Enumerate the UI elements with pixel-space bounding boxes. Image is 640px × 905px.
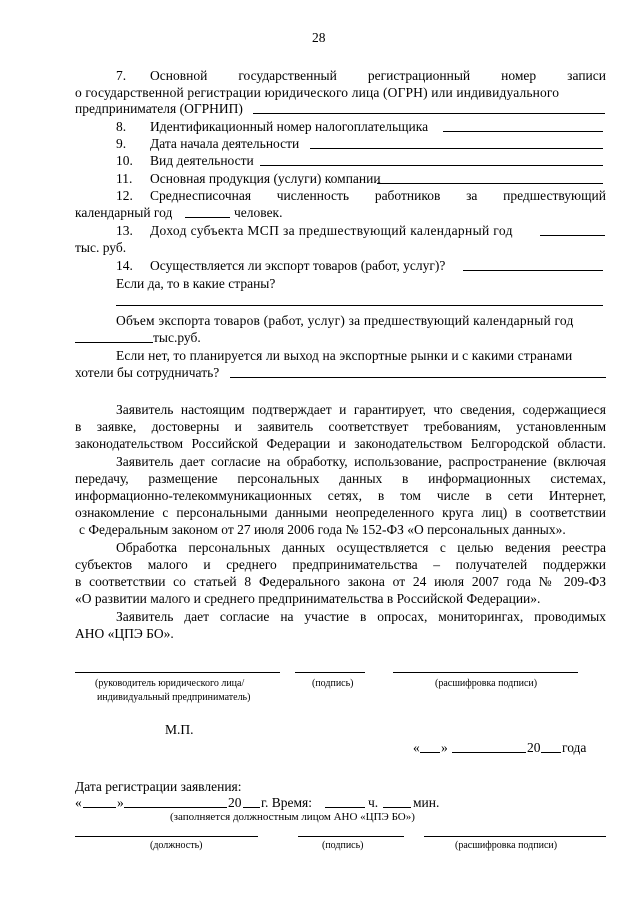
- word: за: [466, 188, 478, 203]
- paragraph-line: Обработка персональных данных осуществляется с целью ведения реестра: [116, 540, 606, 555]
- reg-sign-field[interactable]: [298, 836, 404, 837]
- item-11-label: Основная продукция (услуги) компании: [150, 171, 381, 186]
- paragraph-line: передачу, размещение персональных данных в информационных системах,: [75, 471, 606, 486]
- reg-day-field[interactable]: [83, 807, 116, 808]
- signature-role-caption-2: индивидуальный предприниматель): [97, 692, 251, 703]
- item-number: 14.: [116, 258, 133, 273]
- paragraph-line: субъектов малого и среднего предпринимательства – получателей поддержки: [75, 557, 606, 572]
- reg-position-field[interactable]: [75, 836, 258, 837]
- paragraph-line: в соответствии со статьей 8 Федерального закона от 24 июля 2007 года № 209-ФЗ: [75, 574, 606, 589]
- signature-sign-caption: (подпись): [312, 678, 354, 689]
- item-7-line1: [150, 68, 606, 84]
- word: предшествующий: [503, 188, 606, 203]
- word: государственный: [238, 68, 337, 83]
- paragraph-line: Заявитель настоящим подтверждает и гарантирует, что сведения, содержащиеся: [116, 402, 606, 417]
- year-prefix: 20: [527, 740, 541, 755]
- signature-decode-caption: (расшифровка подписи): [435, 678, 538, 689]
- word: регистрационный: [367, 68, 471, 83]
- item-number: 10.: [116, 153, 133, 168]
- export-field[interactable]: [463, 270, 603, 271]
- export-plans-label-2: хотели бы сотрудничать?: [75, 365, 220, 380]
- item-14-label: Осуществляется ли экспорт товаров (работ, услуг)?: [150, 258, 446, 273]
- item-9-label: Дата начала деятельности: [150, 136, 300, 151]
- reg-year-field[interactable]: [243, 807, 260, 808]
- signature-sign-field[interactable]: [295, 672, 365, 673]
- reg-month-field[interactable]: [124, 807, 227, 808]
- employees-field[interactable]: [185, 217, 230, 218]
- paragraph-line: информационно-телекоммуникационных сетях, в том числе в сети Интернет,: [75, 488, 606, 503]
- export-volume-unit: тыс.руб.: [153, 330, 201, 345]
- inn-field[interactable]: [443, 131, 603, 132]
- item-12-line2a: календарный год: [75, 205, 173, 220]
- page-number: 28: [312, 30, 326, 45]
- year-field[interactable]: [541, 752, 561, 753]
- item-number: 7.: [116, 68, 127, 83]
- date-open-quote: «: [413, 740, 420, 755]
- reg-close-quote: »: [117, 795, 124, 810]
- month-field[interactable]: [452, 752, 526, 753]
- item-number: 8.: [116, 119, 127, 134]
- reg-position-caption: (должность): [150, 840, 203, 851]
- ogrn-field[interactable]: [253, 113, 605, 114]
- reg-decode-field[interactable]: [424, 836, 606, 837]
- word: численность: [276, 188, 350, 203]
- paragraph-line: Заявитель дает согласие на участие в опросах, мониторингах, проводимых: [116, 609, 606, 624]
- reg-time-label: г. Время:: [261, 795, 313, 810]
- income-field[interactable]: [540, 235, 605, 236]
- year-suffix: года: [562, 740, 587, 755]
- activity-field[interactable]: [260, 165, 603, 166]
- reg-open-quote: «: [75, 795, 82, 810]
- export-plans-field[interactable]: [230, 377, 606, 378]
- item-13-unit: тыс. руб.: [75, 240, 127, 255]
- item-8-label: Идентификационный номер налогоплательщика: [150, 119, 429, 134]
- item-number: 13.: [116, 223, 133, 238]
- reg-hour-field[interactable]: [325, 807, 365, 808]
- start-date-field[interactable]: [310, 148, 603, 149]
- paragraph-line: «О развитии малого и среднего предпринимательства в Российской Федерации».: [75, 591, 541, 606]
- word: Основной: [150, 68, 208, 83]
- item-7-line3: предпринимателя (ОГРНИП): [75, 101, 243, 116]
- signature-role-caption: (руководитель юридического лица/: [95, 678, 245, 689]
- paragraph-line: АНО «ЦПЭ БО».: [75, 626, 174, 641]
- signature-role-field[interactable]: [75, 672, 280, 673]
- registration-title: Дата регистрации заявления:: [75, 779, 242, 794]
- word: работников: [374, 188, 441, 203]
- export-plans-label: Если нет, то планируется ли выход на экспортные рынки и с какими странами: [116, 348, 573, 363]
- item-13-label: Доход субъекта МСП за предшествующий календарный год: [150, 223, 513, 238]
- reg-year-prefix: 20: [228, 795, 242, 810]
- export-countries-label: Если да, то в какие страны?: [116, 276, 276, 291]
- item-7-line2: о государственной регистрации юридического лица (ОГРН) или индивидуального: [75, 85, 560, 100]
- signature-decode-field[interactable]: [393, 672, 578, 673]
- reg-minute-field[interactable]: [383, 807, 411, 808]
- word: номер: [501, 68, 537, 83]
- item-number: 12.: [116, 188, 133, 203]
- day-field[interactable]: [420, 752, 440, 753]
- paragraph-line: в заявке, достоверны и заявитель соответствует требованиям, установленным: [75, 419, 606, 434]
- item-12-line1: [150, 188, 606, 204]
- item-number: 11.: [116, 171, 133, 186]
- export-countries-field[interactable]: [116, 305, 603, 306]
- products-field[interactable]: [377, 183, 603, 184]
- date-close-quote: »: [441, 740, 448, 755]
- word: записи: [567, 68, 606, 83]
- reg-decode-caption: (расшифровка подписи): [455, 840, 558, 851]
- paragraph-line: законодательством Российской Федерации и законодательством Белгородской области.: [75, 436, 606, 451]
- item-12-line2b: человек.: [234, 205, 283, 220]
- reg-minute-label: мин.: [413, 795, 440, 810]
- registration-note: (заполняется должностным лицом АНО «ЦПЭ БО»): [170, 811, 415, 823]
- paragraph-line: с Федеральным законом от 27 июля 2006 года № 152-ФЗ «О персональных данных».: [79, 522, 566, 537]
- word: Среднесписочная: [150, 188, 252, 203]
- item-10-label: Вид деятельности: [150, 153, 254, 168]
- reg-hour-label: ч.: [368, 795, 379, 810]
- export-volume-label: Объем экспорта товаров (работ, услуг) за предшествующий календарный год: [116, 313, 574, 328]
- stamp-place: М.П.: [165, 722, 194, 737]
- item-number: 9.: [116, 136, 127, 151]
- export-volume-field[interactable]: [75, 342, 153, 343]
- reg-sign-caption: (подпись): [322, 840, 364, 851]
- paragraph-line: Заявитель дает согласие на обработку, использование, распространение (включая: [116, 454, 606, 469]
- paragraph-line: ознакомление с персональными данными неопределенного круга лиц) в соответствии: [75, 505, 606, 520]
